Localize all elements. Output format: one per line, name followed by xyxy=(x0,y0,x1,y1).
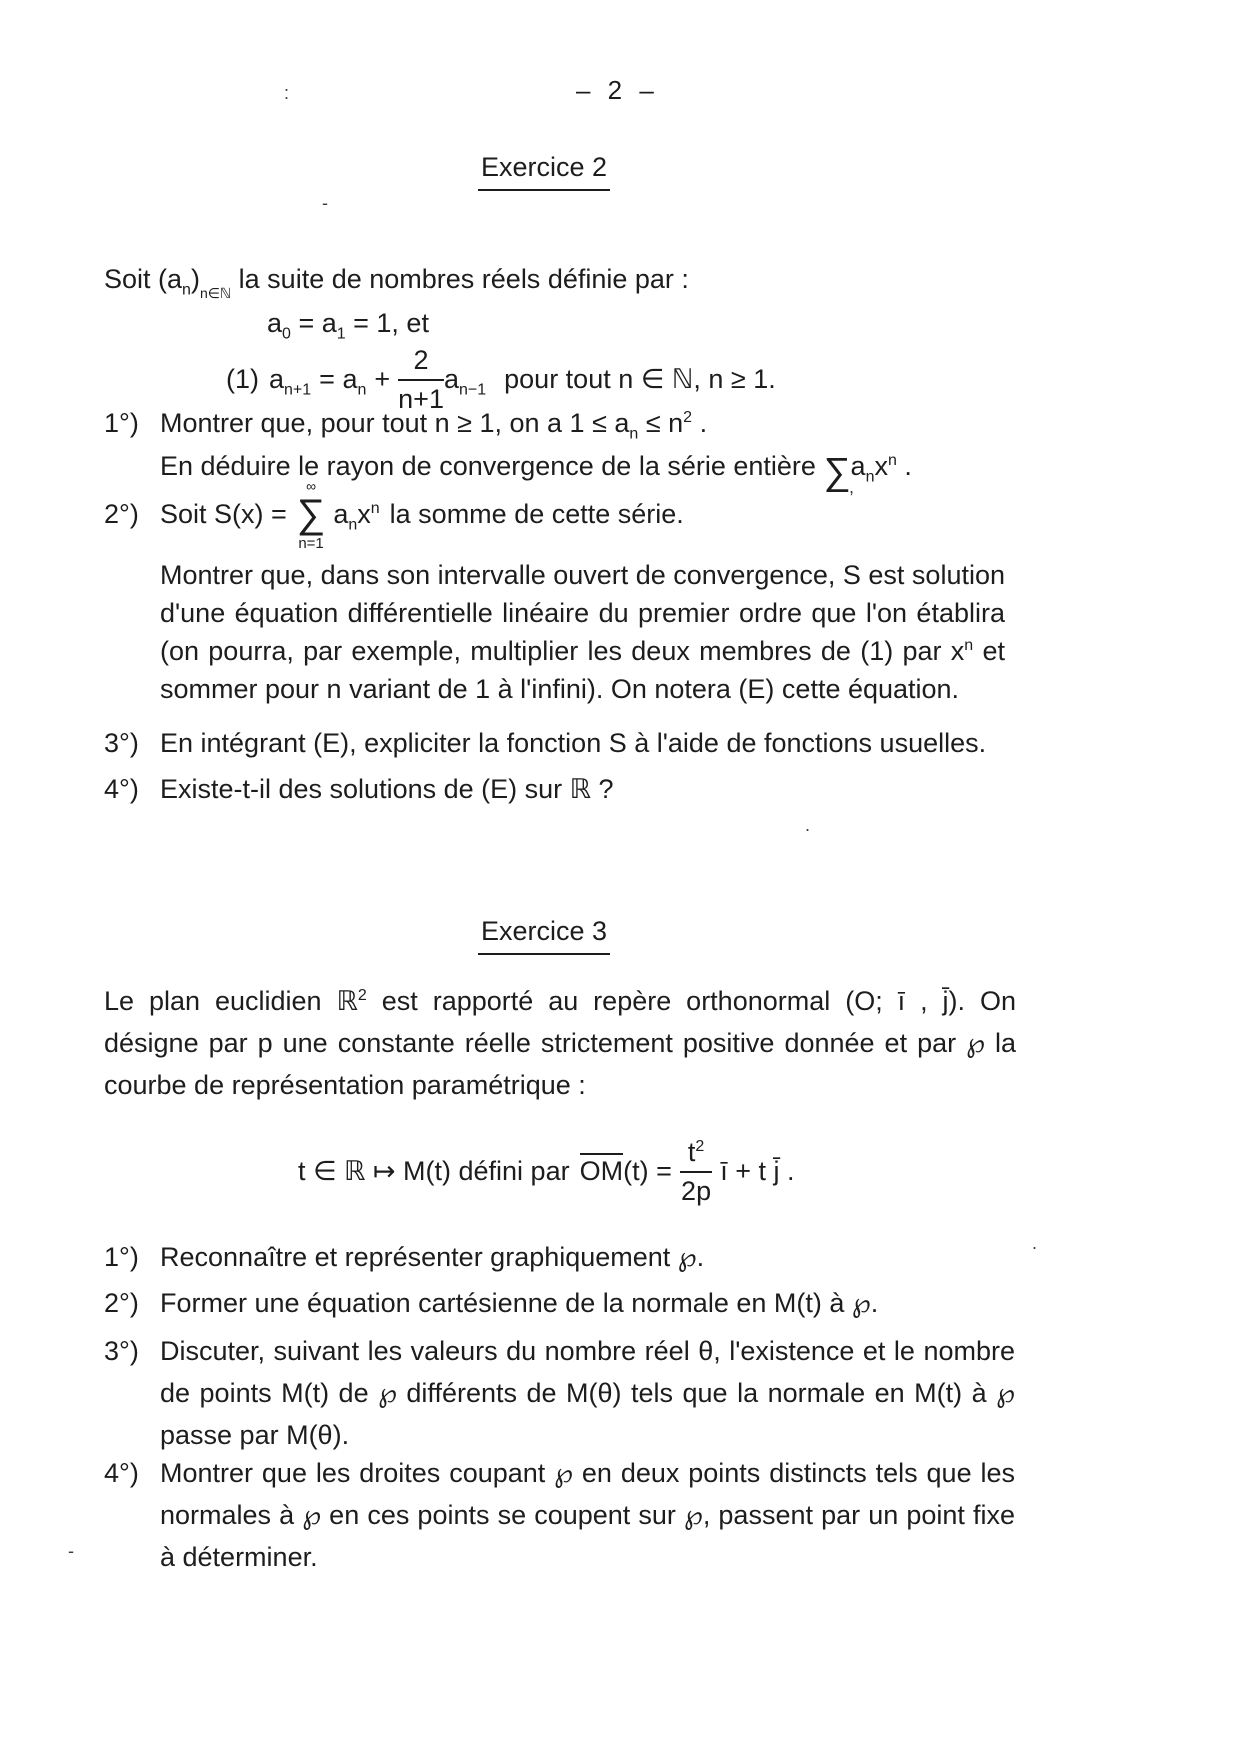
ex3-question-1 xyxy=(104,1238,1016,1277)
scan-artifact: . xyxy=(805,815,811,835)
page-number: – 2 – xyxy=(576,75,659,105)
item-text: Former une équation cartésienne de la normale en M(t) à ℘. xyxy=(160,1288,879,1318)
item-number: 4°) xyxy=(104,1458,139,1488)
ex3-question-4 xyxy=(104,1452,1015,1578)
item-text: En intégrant (E), expliciter la fonction S à l'aide de fonctions usuelles. xyxy=(160,728,987,758)
ex3-parametric-equation: t ∈ ℝ ↦ M(t) défini par OM(t) = $\frac{t^2}{2p}$ ī + t j̄ . xyxy=(298,1136,795,1206)
sum-symbol: ∑ xyxy=(823,451,851,494)
scan-artifact: : xyxy=(284,83,290,103)
sequence-notation: $(a_n)_{n\in ℕ}$ xyxy=(158,264,232,301)
scan-artifact: - xyxy=(68,1541,74,1561)
ex2-question-2: 2°) Soit S(x) = ∞ ∑ n=1 $a_nx^n$ la somme de cette série. xyxy=(104,478,684,552)
sum-with-limits: ∞ ∑ n=1 xyxy=(296,478,326,552)
ex2-recurrence-equation: (1) $a_{n+1}$ = $a_n$ + $\frac{2}{n+1}$ $a_{n-1}$ pour tout n ∈ ℕ, n ≥ 1. xyxy=(226,344,776,414)
intro-text: Soit xyxy=(104,264,159,294)
vector-om: OM xyxy=(580,1153,624,1186)
exercise3-title: Exercice 3 xyxy=(478,912,610,955)
ex3-intro: Le plan euclidien ℝ$^2$ est rapporté au repère orthonormal (O; ī , j̄). On désigne par p une constante réelle strictement positive donnée et par ℘ la courbe de représentation paramétrique : xyxy=(104,986,1016,1100)
ex3-question-3 xyxy=(104,1330,1015,1456)
item-text: Montrer que, pour tout n ≥ 1, on a $1 \le a_n \le n^2$ . xyxy=(160,408,708,443)
item-text: Discuter, suivant les valeurs du nombre réel θ, l'existence et le nombre de points M(t) de ℘ différents de M(θ) tels que la normale en M(t) à ℘ passe par M(θ). xyxy=(160,1336,1015,1450)
scan-artifact: - xyxy=(322,193,328,213)
item-number: 2°) xyxy=(104,1288,139,1318)
ex2-question-2-paragraph: Montrer que, dans son intervalle ouvert de convergence, S est solution d'une équation différentielle linéaire du premier ordre que l'on établira (on pourra, par exemple, multiplier les deux membres de (1) par $x^n$ et sommer pour n variant de 1 à l'infini). On notera (E) cette équation. xyxy=(160,560,1005,704)
fraction: $\frac{2}{n+1}$ xyxy=(398,344,444,414)
item-number: 3°) xyxy=(104,728,139,758)
item-text: En déduire le rayon de convergence de la série entière $\sum a_nx^n$ . xyxy=(160,451,912,494)
item-text: Reconnaître et représenter graphiquement ℘. xyxy=(160,1242,705,1272)
item-number: 1°) xyxy=(104,408,139,438)
item-number: 3°) xyxy=(104,1336,139,1366)
fraction: $\frac{t^2}{2p}$ xyxy=(681,1136,712,1206)
ex2-intro xyxy=(104,260,689,299)
item-text: Montrer que les droites coupant ℘ en deux points distincts tels que les normales à ℘ en ces points se coupent sur ℘, passent par un point fixe à déterminer. xyxy=(160,1458,1015,1572)
item-number: 1°) xyxy=(104,1242,139,1272)
equation-label: (1) xyxy=(226,364,259,395)
item-number: 4°) xyxy=(104,774,139,804)
ex2-initial-condition: $a_0 = a_1 = 1$, et xyxy=(267,308,429,343)
ex2-question-3 xyxy=(104,724,1010,763)
item-text: Existe-t-il des solutions de (E) sur ℝ ? xyxy=(160,774,614,804)
scan-artifact: . xyxy=(1032,1233,1038,1253)
item-number: 2°) xyxy=(104,499,139,530)
scan-artifact: , xyxy=(849,477,855,497)
script-p: ℘ xyxy=(966,1028,985,1058)
ex2-question-4 xyxy=(104,770,1010,809)
intro-text: la suite de nombres réels définie par : xyxy=(231,264,689,294)
frame-notation: (O; ī , j̄) xyxy=(845,986,958,1016)
exercise2-title: Exercice 2 xyxy=(478,148,610,191)
ex3-question-2 xyxy=(104,1284,1016,1323)
